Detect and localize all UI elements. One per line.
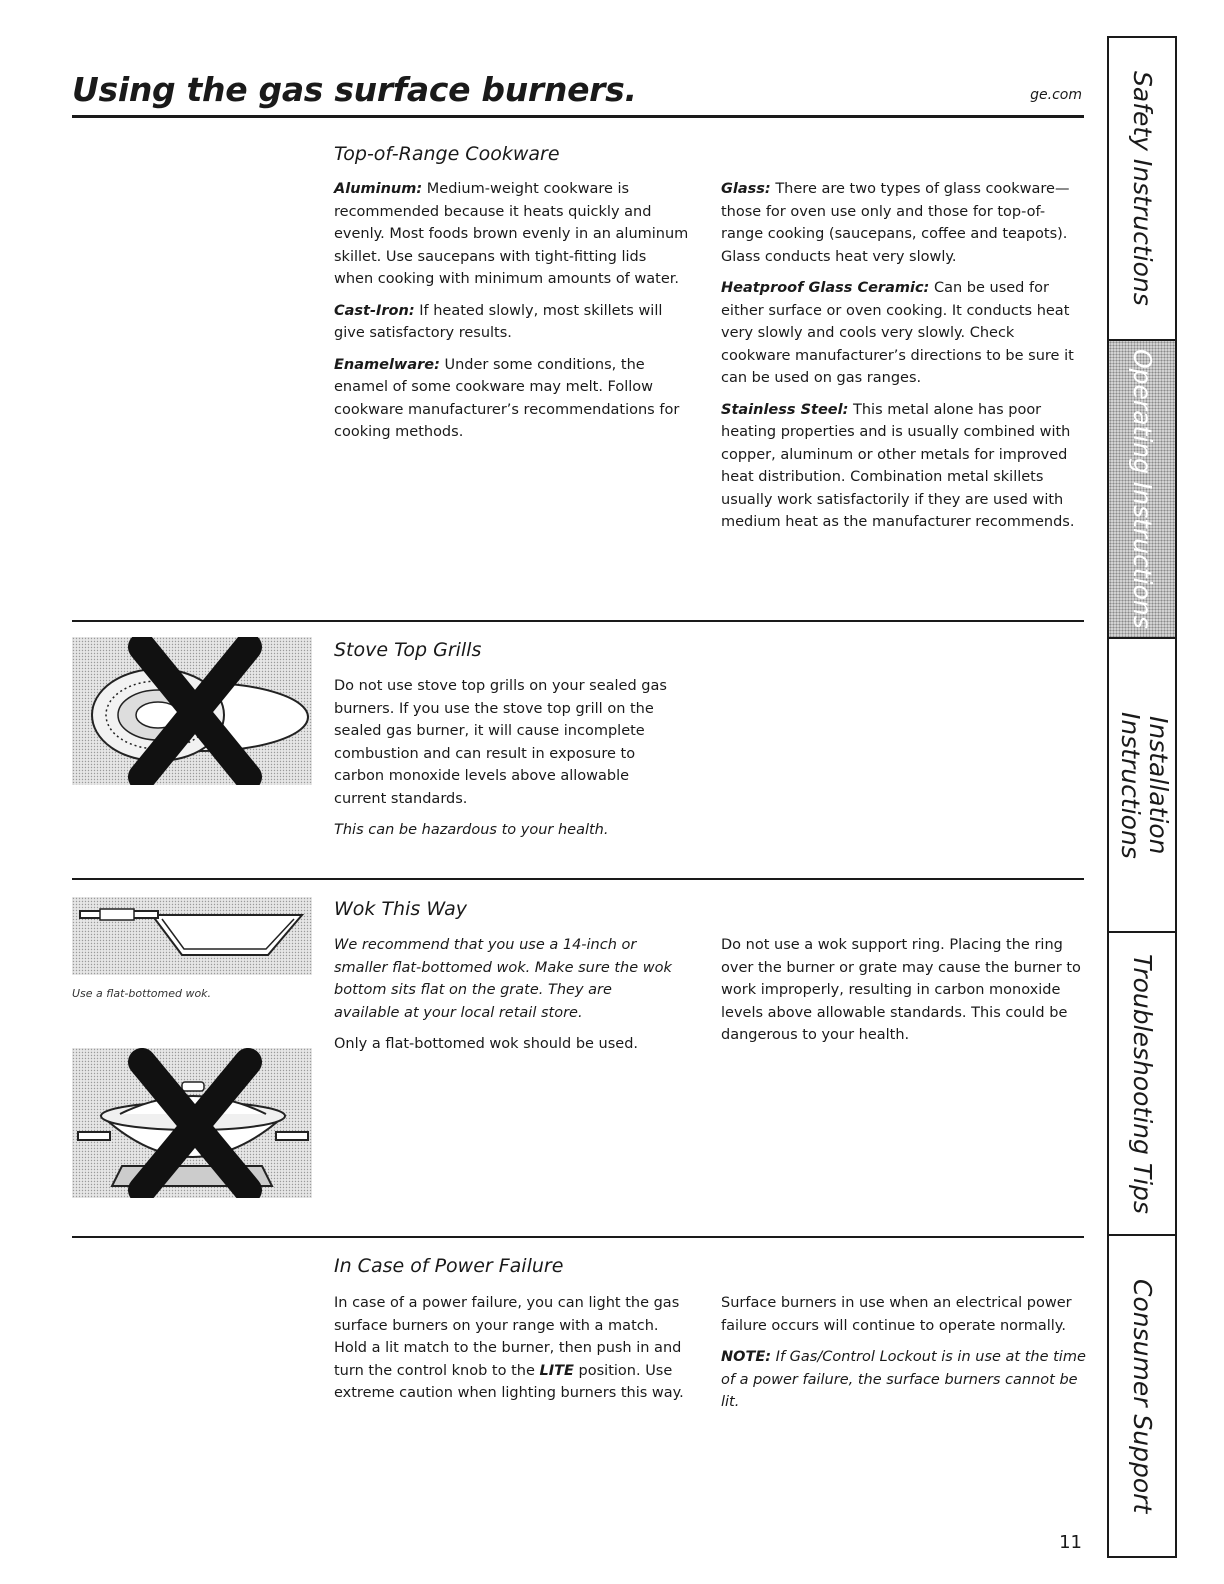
tab-troubleshooting-tips[interactable]: Troubleshooting Tips [1109, 933, 1175, 1236]
grills-heading: Stove Top Grills [334, 639, 482, 661]
wok-support-ring-illustration [72, 1048, 312, 1198]
tab-consumer-support[interactable]: Consumer Support [1128, 1278, 1157, 1514]
power-continue: Surface burners in use when an electrical power failure occurs will continue to operate normally. [721, 1295, 1072, 1334]
section-divider [72, 878, 1084, 880]
wok-heading: Wok This Way [334, 898, 467, 920]
aluminum-paragraph: Aluminum: Medium-weight cookware is recommended because it heats quickly and evenly. Most foods brown evenly in an aluminum skillet. Use saucepans with tight-fitting lids when cooking with minimum amounts of water. [334, 181, 689, 287]
flat-bottomed-wok-illustration [72, 897, 312, 975]
wok-only-flat: Only a flat-bottomed wok should be used. [334, 1036, 639, 1052]
steel-paragraph: Stainless Steel: This metal alone has poor heating properties and is usually combined with copper, aluminum or other metals for improved heat distribution. Combination metal skillets usually work satisfactorily if they are used with medium heat as the manufacturer recommends. [721, 401, 1075, 530]
cookware-heading: Top-of-Range Cookware [334, 143, 560, 165]
wok-caption: Use a flat-bottomed wok. [72, 987, 212, 1000]
wok-right-column [721, 934, 1086, 1056]
tab-installation-instructions[interactable]: Installation Instructions [1109, 639, 1175, 933]
stove-top-grill-illustration [72, 637, 312, 785]
page-number: 11 [1059, 1532, 1082, 1553]
wok-left-column [334, 934, 679, 1065]
enamelware-paragraph: Enamelware: Under some conditions, the enamel of some cookware may melt. Follow cookware manufacturer’s recommendations for cooking methods. [334, 356, 680, 440]
power-note: NOTE: If Gas/Control Lockout is in use at the time of a power failure, the surface burners cannot be lit. [721, 1349, 1086, 1410]
section-tabs [1107, 36, 1177, 1558]
grills-body: Do not use stove top grills on your sealed gas burners. If you use the stove top grill on the sealed gas burner, it will cause incomplete combustion and can result in exposure to carbon monoxide levels above allowable current standards. [334, 678, 667, 807]
section-divider [72, 1236, 1084, 1238]
cookware-right-column [721, 178, 1086, 543]
cookware-left-column [334, 178, 689, 453]
grills-column [334, 675, 669, 851]
glass-paragraph: Glass: There are two types of glass cookware—those for oven use only and those for top-of-range cooking (saucepans, coffee and teapots). Glass conducts heat very slowly. [721, 181, 1070, 265]
section-divider [72, 620, 1084, 622]
site-url: ge.com [1030, 87, 1082, 103]
tab-safety-instructions[interactable]: Safety Instructions [1109, 38, 1175, 341]
power-instructions: In case of a power failure, you can light the gas surface burners on your range with a match. Hold a lit match to the burner, then push in and turn the control knob to the LITE position. Use extreme caution when lighting burners this way. [334, 1295, 684, 1401]
title-rule [72, 115, 1084, 118]
wok-recommendation: We recommend that you use a 14-inch or smaller flat-bottomed wok. Make sure the wok bottom sits flat on the grate. They are available at your local retail store. [334, 937, 672, 1021]
power-heading: In Case of Power Failure [334, 1255, 564, 1277]
castiron-paragraph: Cast-Iron: If heated slowly, most skillets will give satisfactory results. [334, 302, 663, 341]
power-left-column [334, 1292, 689, 1414]
tab-operating-instructions[interactable]: Operating Instructions [1109, 341, 1175, 639]
page-title: Using the gas surface burners. [72, 70, 637, 109]
grills-warning: This can be hazardous to your health. [334, 822, 609, 838]
power-right-column [721, 1292, 1086, 1423]
ceramic-paragraph: Heatproof Glass Ceramic: Can be used for either surface or oven cooking. It conducts heat very slowly and cools very slowly. Check cookware manufacturer’s directions to be sure it can be used on gas ranges. [721, 280, 1074, 386]
wok-ring-warning: Do not use a wok support ring. Placing the ring over the burner or grate may cause the burner to work improperly, resulting in carbon monoxide levels above allowable standards. This could be dangerous to your health. [721, 937, 1081, 1043]
